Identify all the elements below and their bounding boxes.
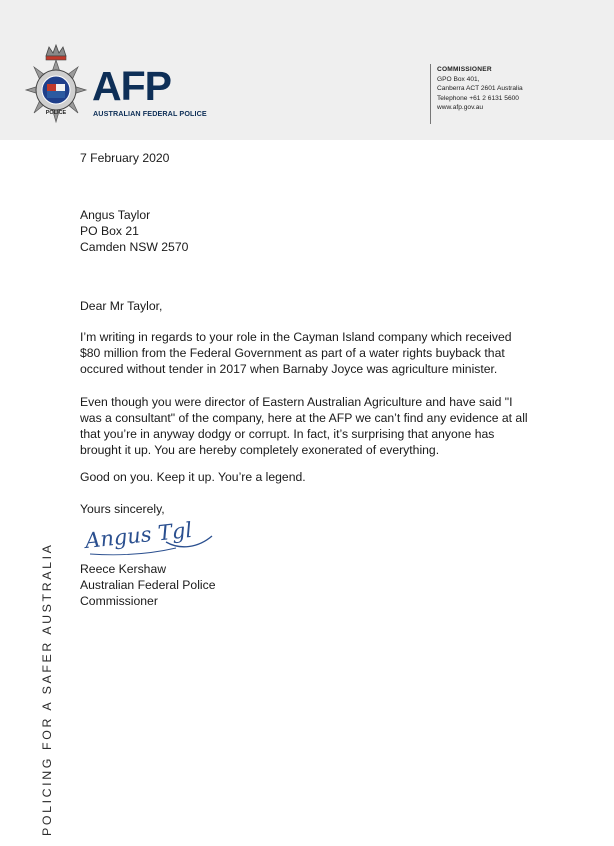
salutation: Dear Mr Taylor, <box>80 299 163 313</box>
recipient-line: PO Box 21 <box>80 224 139 238</box>
afp-crest-icon <box>24 42 88 124</box>
contact-block <box>437 65 523 113</box>
contact-role: COMMISSIONER <box>437 66 492 73</box>
vertical-tagline: POLICING FOR A SAFER AUSTRALIA <box>40 542 54 836</box>
svg-text:Angus Tgl: Angus Tgl <box>84 518 194 553</box>
signatory-org: Australian Federal Police <box>80 578 216 592</box>
contact-line: Telephone +61 2 6131 5600 <box>437 94 519 102</box>
signature-icon <box>80 518 220 560</box>
org-name: AUSTRALIAN FEDERAL POLICE <box>93 109 207 118</box>
signoff-block <box>80 561 216 609</box>
crest-label: POLICE <box>45 110 67 116</box>
signatory-name: Reece Kershaw <box>80 562 167 576</box>
body-paragraph: Even though you were director of Eastern Australian Agriculture and have said "I was a consultant" of the company, here at the AFP we can’t find any evidence at all that you’re in anyway dodgy or corrupt. In fact, it’s surprising that anyone has brought it up. You are hereby completely exonerated of everything. <box>80 395 528 457</box>
closing: Yours sincerely, <box>80 502 165 516</box>
recipient-line: Camden NSW 2570 <box>80 240 189 254</box>
body-paragraph: Good on you. Keep it up. You’re a legend. <box>80 470 306 484</box>
contact-divider <box>430 64 431 124</box>
signatory-title: Commissioner <box>80 594 158 608</box>
recipient-address <box>80 207 188 255</box>
contact-line: GPO Box 401, <box>437 75 480 83</box>
body-paragraph: I’m writing in regards to your role in the Cayman Island company which received $80 million from the Federal Government as part of a water rights buyback that occured without tender in 2017 when Barnaby Joyce was agriculture minister. <box>80 330 512 376</box>
contact-line: Canberra ACT 2601 Australia <box>437 85 523 93</box>
contact-website: www.afp.gov.au <box>437 104 484 112</box>
afp-logo-text: AFP <box>92 63 171 109</box>
recipient-name: Angus Taylor <box>80 208 151 222</box>
letter-date: 7 February 2020 <box>80 151 170 165</box>
